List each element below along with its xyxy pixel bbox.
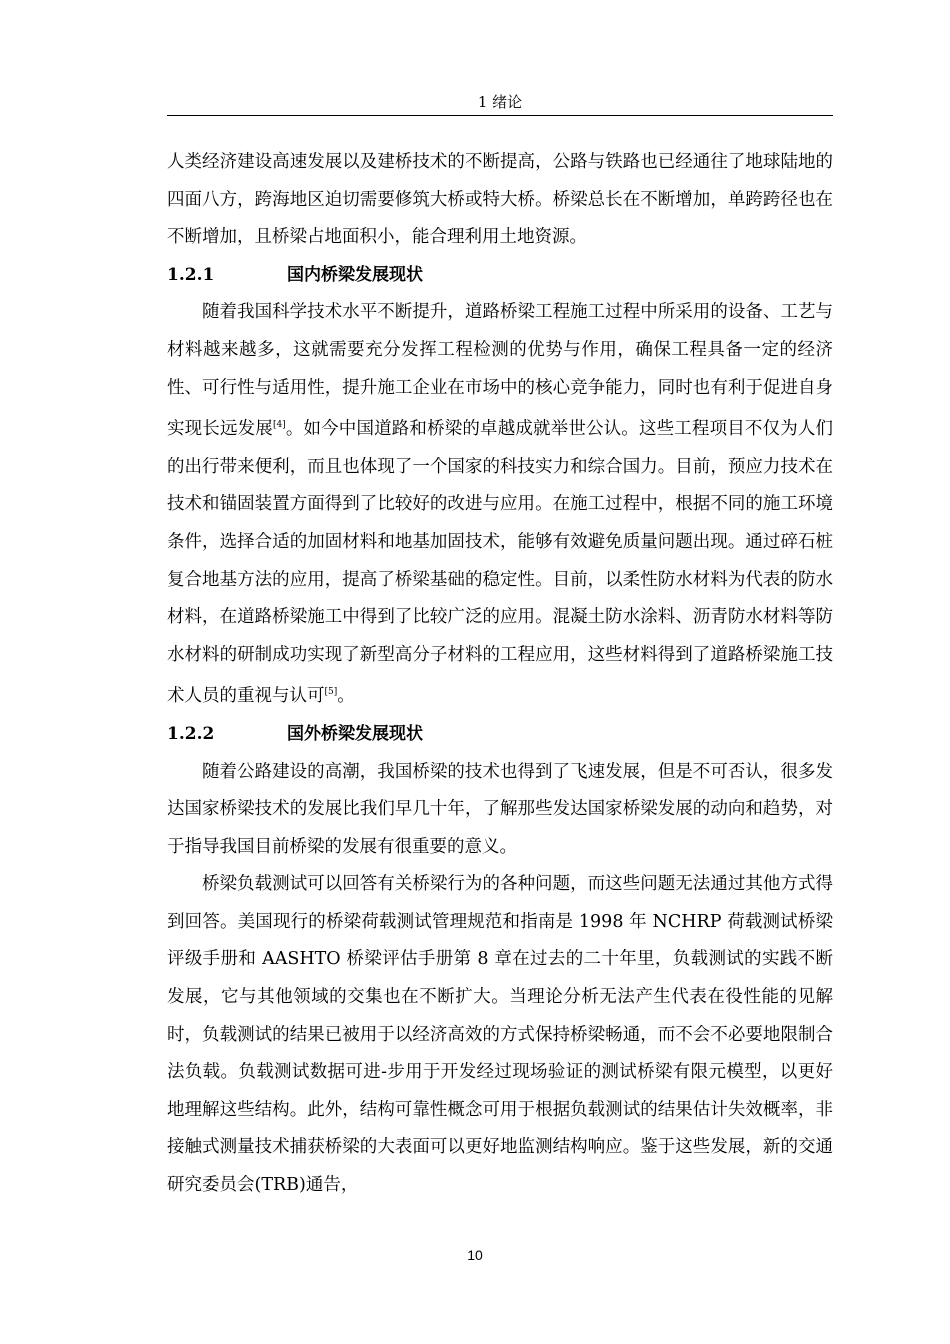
citation-ref: [5] bbox=[324, 687, 338, 698]
paragraph-text: 随着我国科学技术水平不断提升，道路桥梁工程施工过程中所采用的设备、工艺与材料越来越多，这就需要充分发挥工程检测的优势与作用，确保工程具备一定的经济性、可行性与适用性，提升施工企业在市场中的核心竞争能力，同时也有利于促进自身实现长远发展 bbox=[167, 302, 833, 440]
paragraph: 桥梁负载测试可以回答有关桥梁行为的各种问题，而这些问题无法通过其他方式得到回答。美国现行的桥梁荷载测试管理规范和指南是 1998 年 NCHRP 荷载测试桥梁评级手册和 AASHTO 桥梁评估手册第 8 章在过去的二十年里，负载测试的实践不断发展，它与其他领域的交集也在不断扩大。当理论分析无法产生代表在役性能的见解时，负载测试的结果已被用于以经济高效的方式保持桥梁畅通，而不会不必要地限制合法负载。负载测试数据可进-步用于开发经过现场验证的测试桥梁有限元模型，以更好地理解这些结构。此外，结构可靠性概念可用于根据负载测试的结果估计失效概率，非接触式测量技术捕获桥梁的大表面可以更好地监测结构响应。鉴于这些发展，新的交通研究委员会(TRB)通告， bbox=[167, 874, 833, 1196]
section-title: 国内桥梁发展现状 bbox=[287, 264, 423, 285]
paragraph: 人类经济建设高速发展以及建桥技术的不断提高，公路与铁路也已经通往了地球陆地的四面八方，跨海地区迫切需要修筑大桥或特大桥。桥梁总长在不断增加，单跨跨径也在不断增加，且桥梁占地面积小，能合理利用土地资源。 bbox=[167, 152, 833, 248]
section-heading bbox=[167, 716, 833, 754]
paragraph-text: 。 bbox=[337, 686, 355, 707]
paragraph bbox=[167, 294, 833, 716]
page-number: 10 bbox=[467, 1247, 483, 1263]
section-number: 1.2.1 bbox=[167, 264, 215, 285]
paragraph: 随着公路建设的高潮，我国桥梁的技术也得到了飞速发展，但是不可否认，很多发达国家桥梁技术的发展比我们早几十年，了解那些发达国家桥梁发展的动向和趋势，对于指导我国目前桥梁的发展有很重要的意义。 bbox=[167, 761, 833, 857]
section-heading bbox=[167, 257, 833, 295]
section-number: 1.2.2 bbox=[167, 723, 215, 744]
document-body bbox=[167, 144, 833, 1205]
section-title: 国外桥梁发展现状 bbox=[287, 723, 423, 744]
paragraph-text: 。如今中国道路和桥梁的卓越成就举世公认。这些工程项目不仅为人们的出行带来便利，而且也体现了一个国家的科技实力和综合国力。目前，预应力技术在技术和锚固装置方面得到了比较好的改进与应用。在施工过程中，根据不同的施工环境条件，选择合适的加固材料和地基加固技术，能够有效避免质量问题出现。通过碎石桩复合地基方法的应用，提高了桥梁基础的稳定性。目前，以柔性防水材料为代表的防水材料，在道路桥梁施工中得到了比较广泛的应用。混凝土防水涂料、沥青防水材料等防水材料的研制成功实现了新型高分子材料的工程应用，这些材料得到了道路桥梁施工技术人员的重视与认可 bbox=[167, 419, 834, 707]
citation-ref: [4] bbox=[272, 420, 286, 431]
running-header: 1 绪论 bbox=[167, 92, 833, 116]
